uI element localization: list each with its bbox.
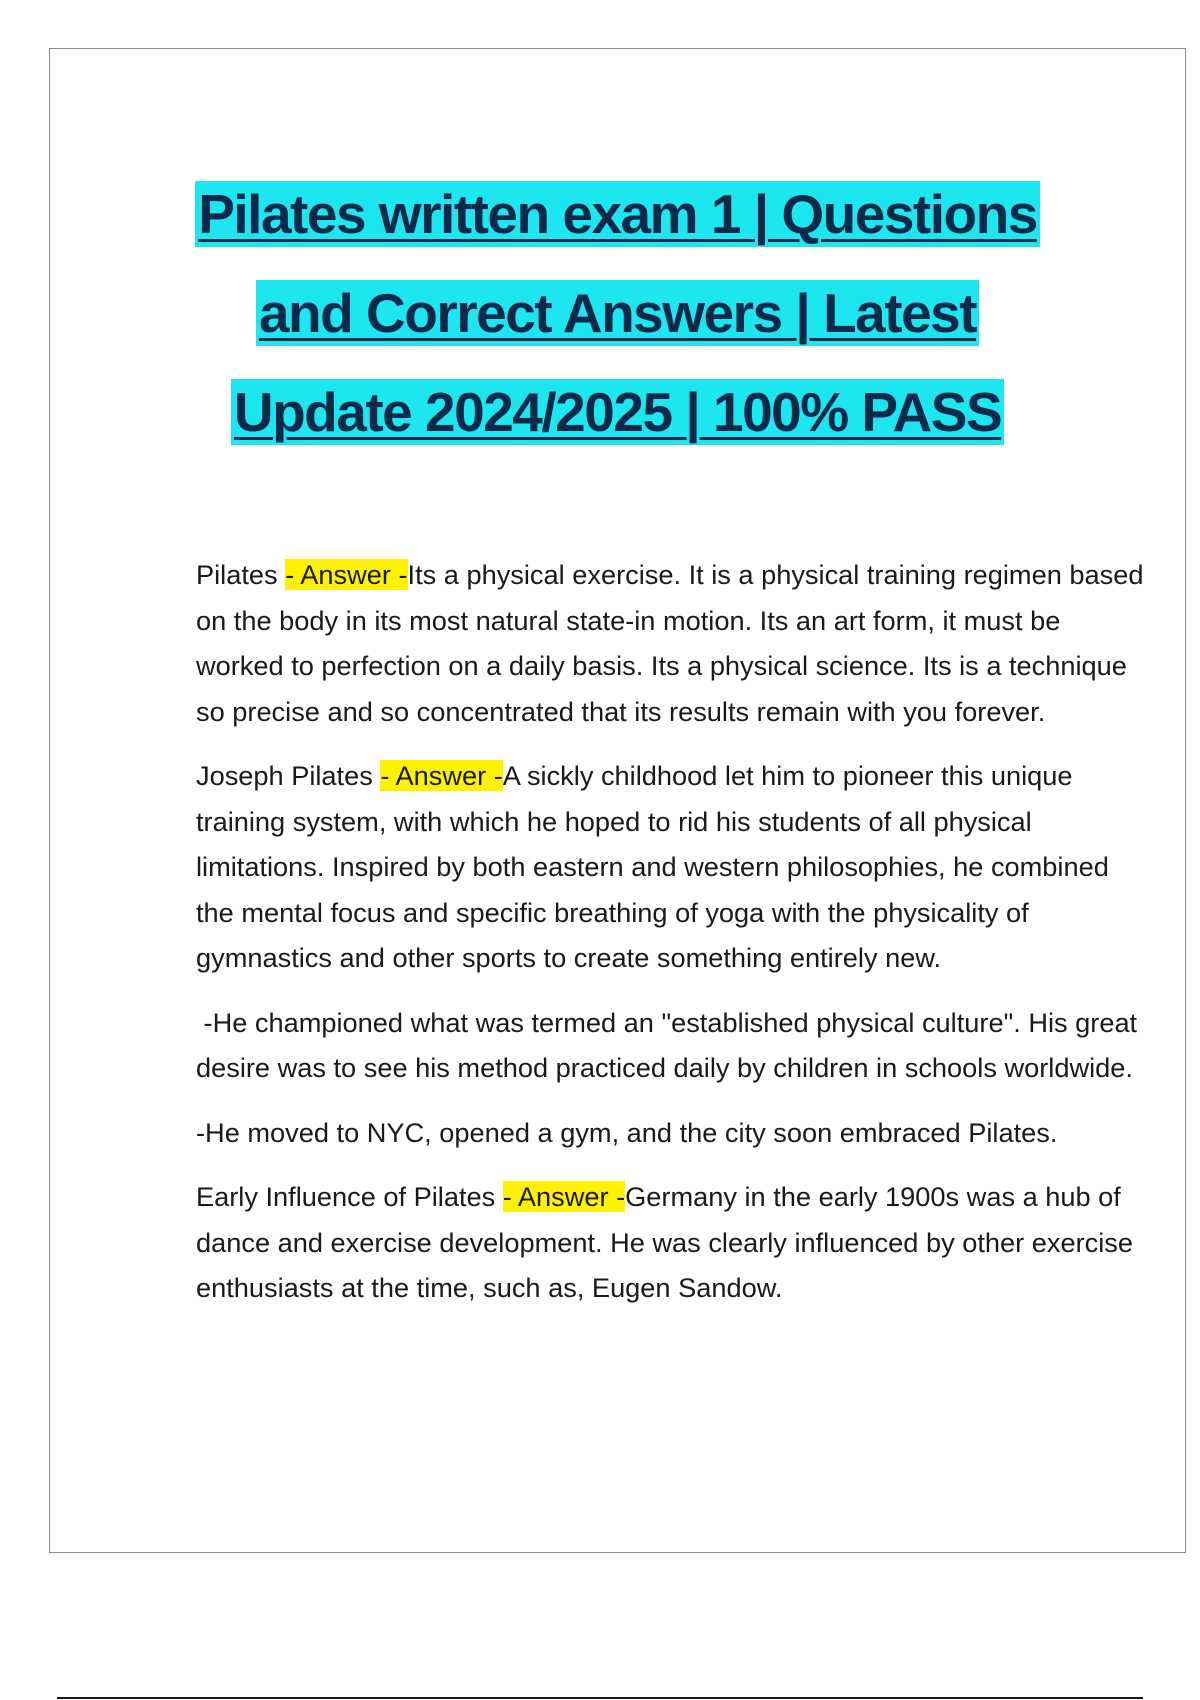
document-page [49,48,1186,1553]
page-footer-divider [57,1697,1143,1699]
qa-answer: Its a physical exercise. It is a physical training regimen based on the body in its most natural state-in motion. Its an art form, it must be worked to perfection on a daily basis. Its a physical science. Its is a technique so precise and so concentrated that its results remain with you forever. [196,559,1144,727]
answer-marker: - Answer - [502,1181,626,1212]
qa-term: Joseph Pilates [196,760,381,791]
title-line-3: Update 2024/2025 | 100% PASS [231,379,1004,445]
title-line [50,377,1185,476]
note-nyc-gym: -He moved to NYC, opened a gym, and the city soon embraced Pilates. [196,1116,1058,1148]
document-title [50,179,1185,476]
title-line [50,179,1185,278]
title-line [50,278,1185,377]
answer-marker: - Answer - [380,760,503,791]
qa-answer: Germany in the early 1900s was a hub of dance and exercise development. He was clearly influenced by other exercise enthusiasts at the time, such as, Eugen Sandow. [196,1181,1133,1303]
qa-item-early-influence [196,1174,1146,1311]
title-line-1: Pilates written exam 1 | Questions [195,181,1040,247]
qa-term: Pilates [196,559,286,590]
qa-answer: A sickly childhood let him to pioneer this unique training system, with which he hoped to rid his students of all physical limitations. Inspired by both eastern and western philosophies, he combined the mental focus and specific breathing of yoga with the physicality of gymnastics and other sports to create something entirely new. [196,760,1109,973]
qa-item-joseph-pilates [196,753,1146,981]
title-line-2: and Correct Answers | Latest [256,280,979,346]
answer-marker: - Answer - [285,559,408,590]
document-body [196,552,1146,1330]
qa-item-pilates [196,552,1146,734]
qa-term: Early Influence of Pilates [196,1181,503,1212]
note-physical-culture: -He championed what was termed an "established physical culture". His great desire was to see his method practiced daily by children in schools worldwide. [196,1006,1138,1083]
